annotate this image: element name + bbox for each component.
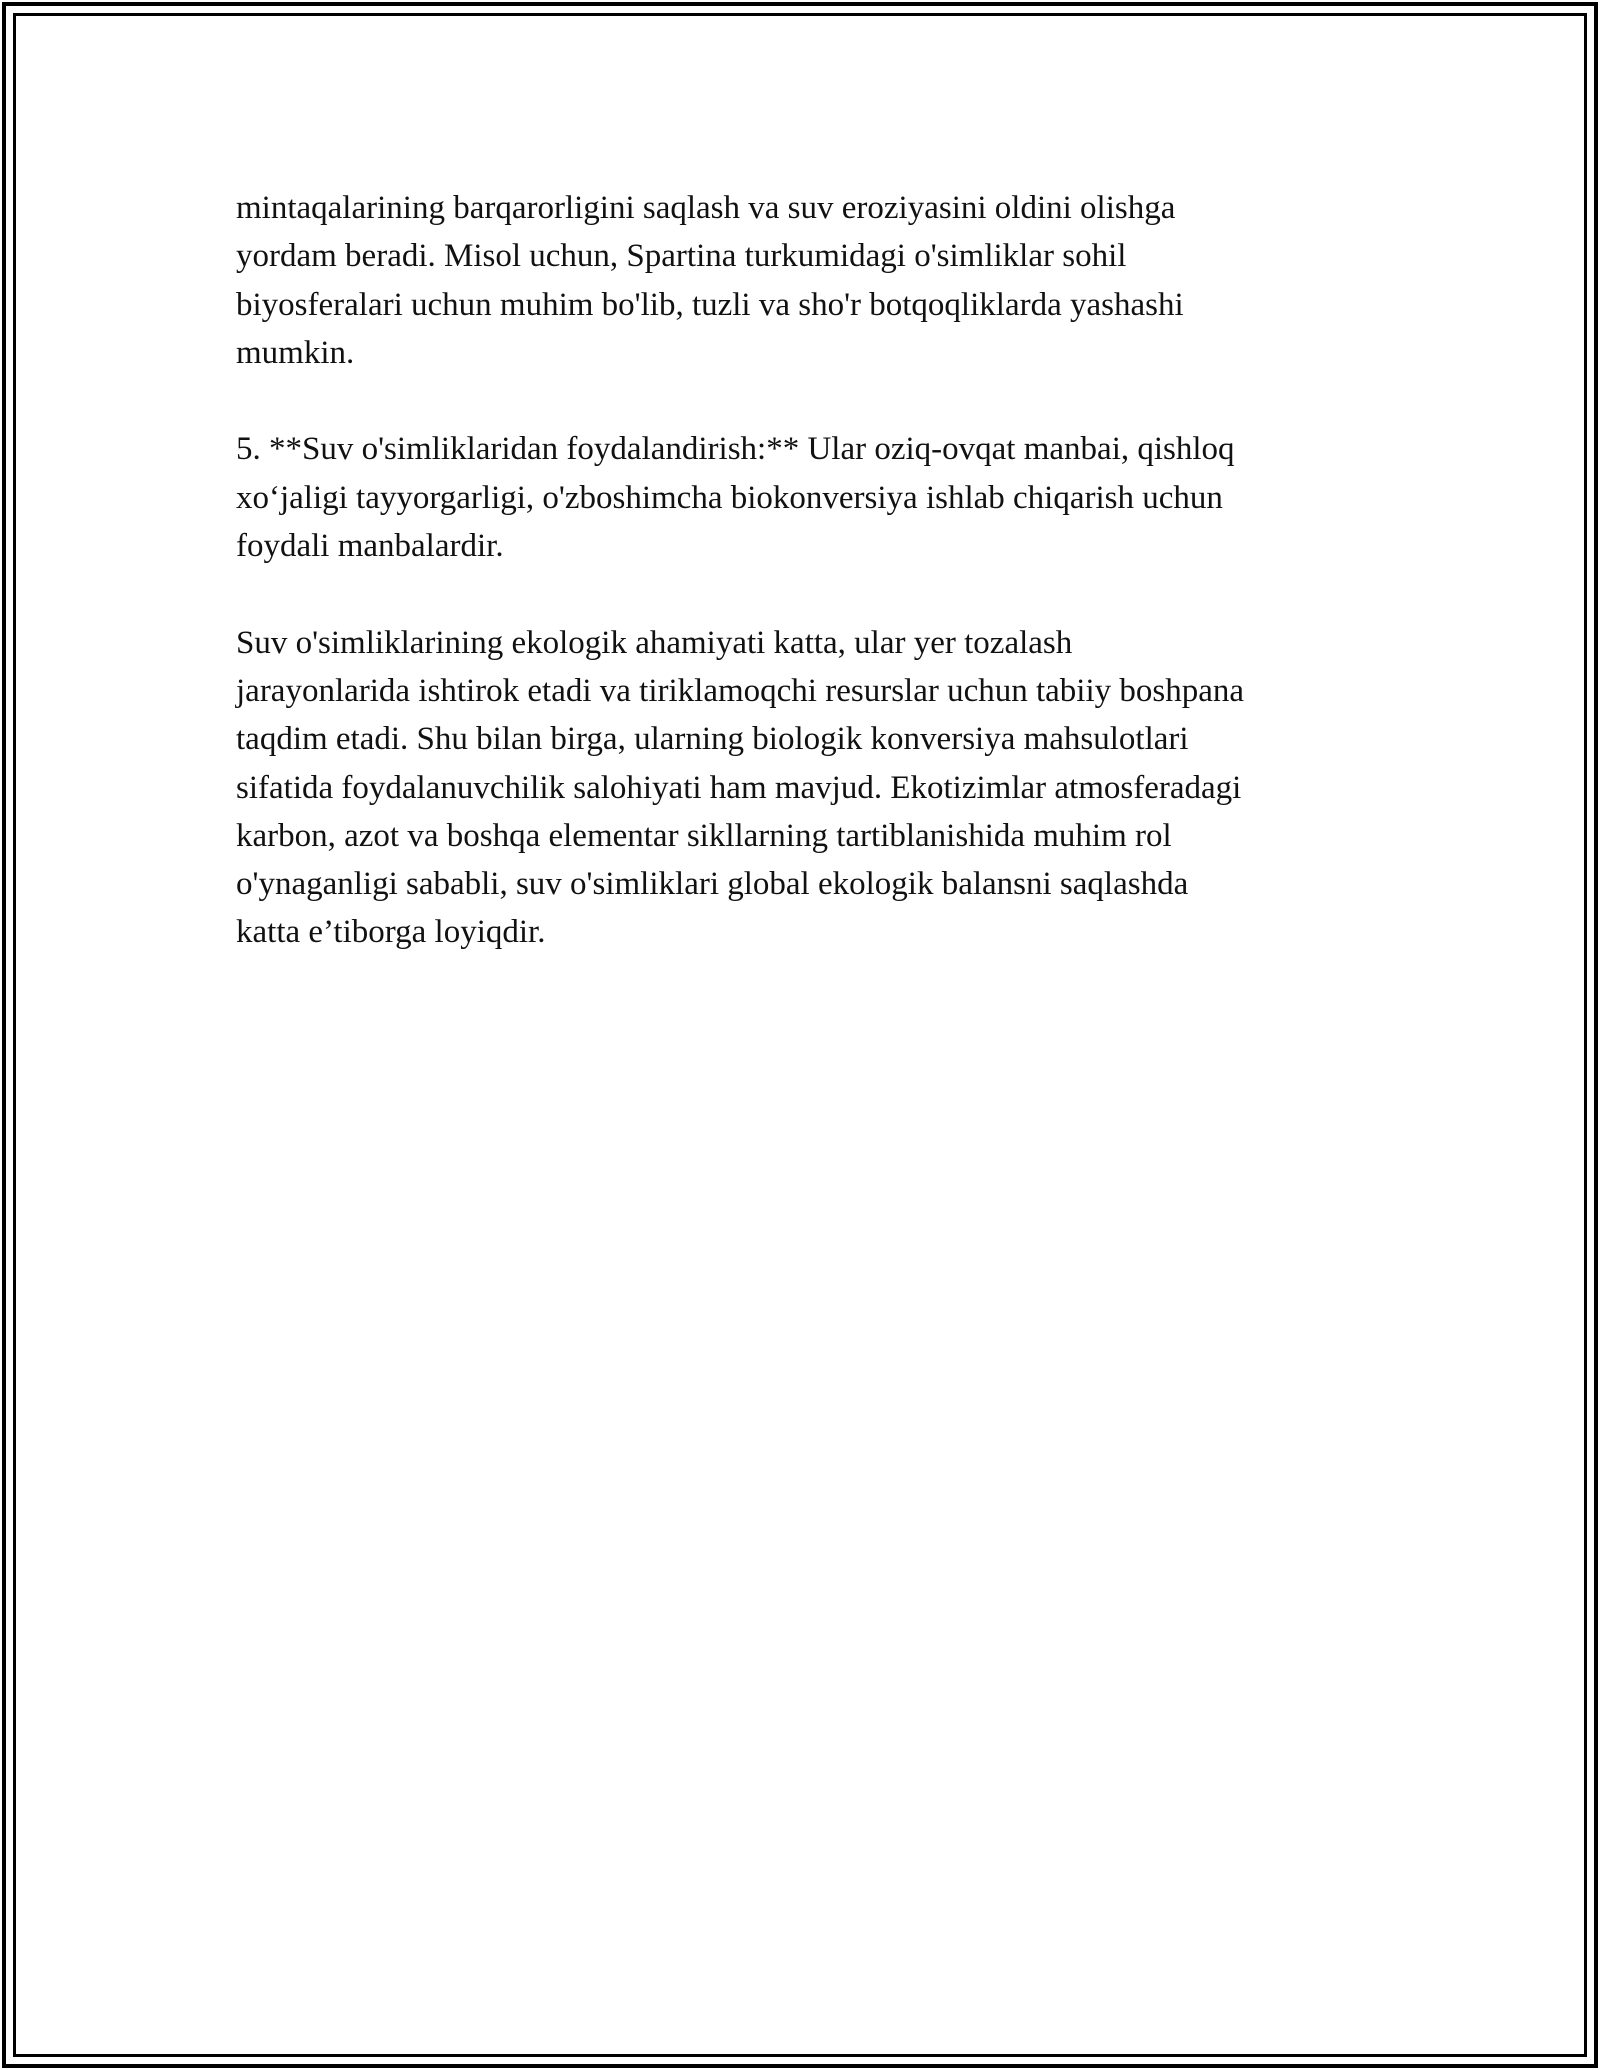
paragraph-conclusion: Suv o'simliklarining ekologik ahamiyati katta, ular yer tozalash jarayonlarida ishtirok etadi va tiriklamoqchi resurslar uchun tabiiy boshpana taqdim etadi. Shu bilan birga, ularning biologik konversiya mahsulotlari sifatida foydalanuvchilik salohiyati ham mavjud. Ekotizimlar atmosferadagi karbon, azot va boshqa elementar sikllarning tartiblanishida muhim rol o'ynaganligi sababli, suv o'simliklari global ekologik balansni saqlashda katta e’tiborga loyiqdir. [236, 624, 1245, 951]
paragraph-continuation: mintaqalarining barqarorligini saqlash va suv eroziyasini oldini olishga yordam beradi. Misol uchun, Spartina turkumidagi o'simliklar sohil biyosferalari uchun muhim bo'lib, tuzli va sho'r botqoqliklarda yashashi mumkin. [236, 190, 1184, 371]
paragraph-list-item-5: 5. **Suv o'simliklaridan foydalandirish:** Ular oziq-ovqat manbai, qishloq xo‘jaligi tayyorgarligi, o'zboshimcha biokonversiya ishlab chiqarish uchun foydali manbalardir. [236, 431, 1235, 565]
document-body [236, 184, 1396, 1005]
